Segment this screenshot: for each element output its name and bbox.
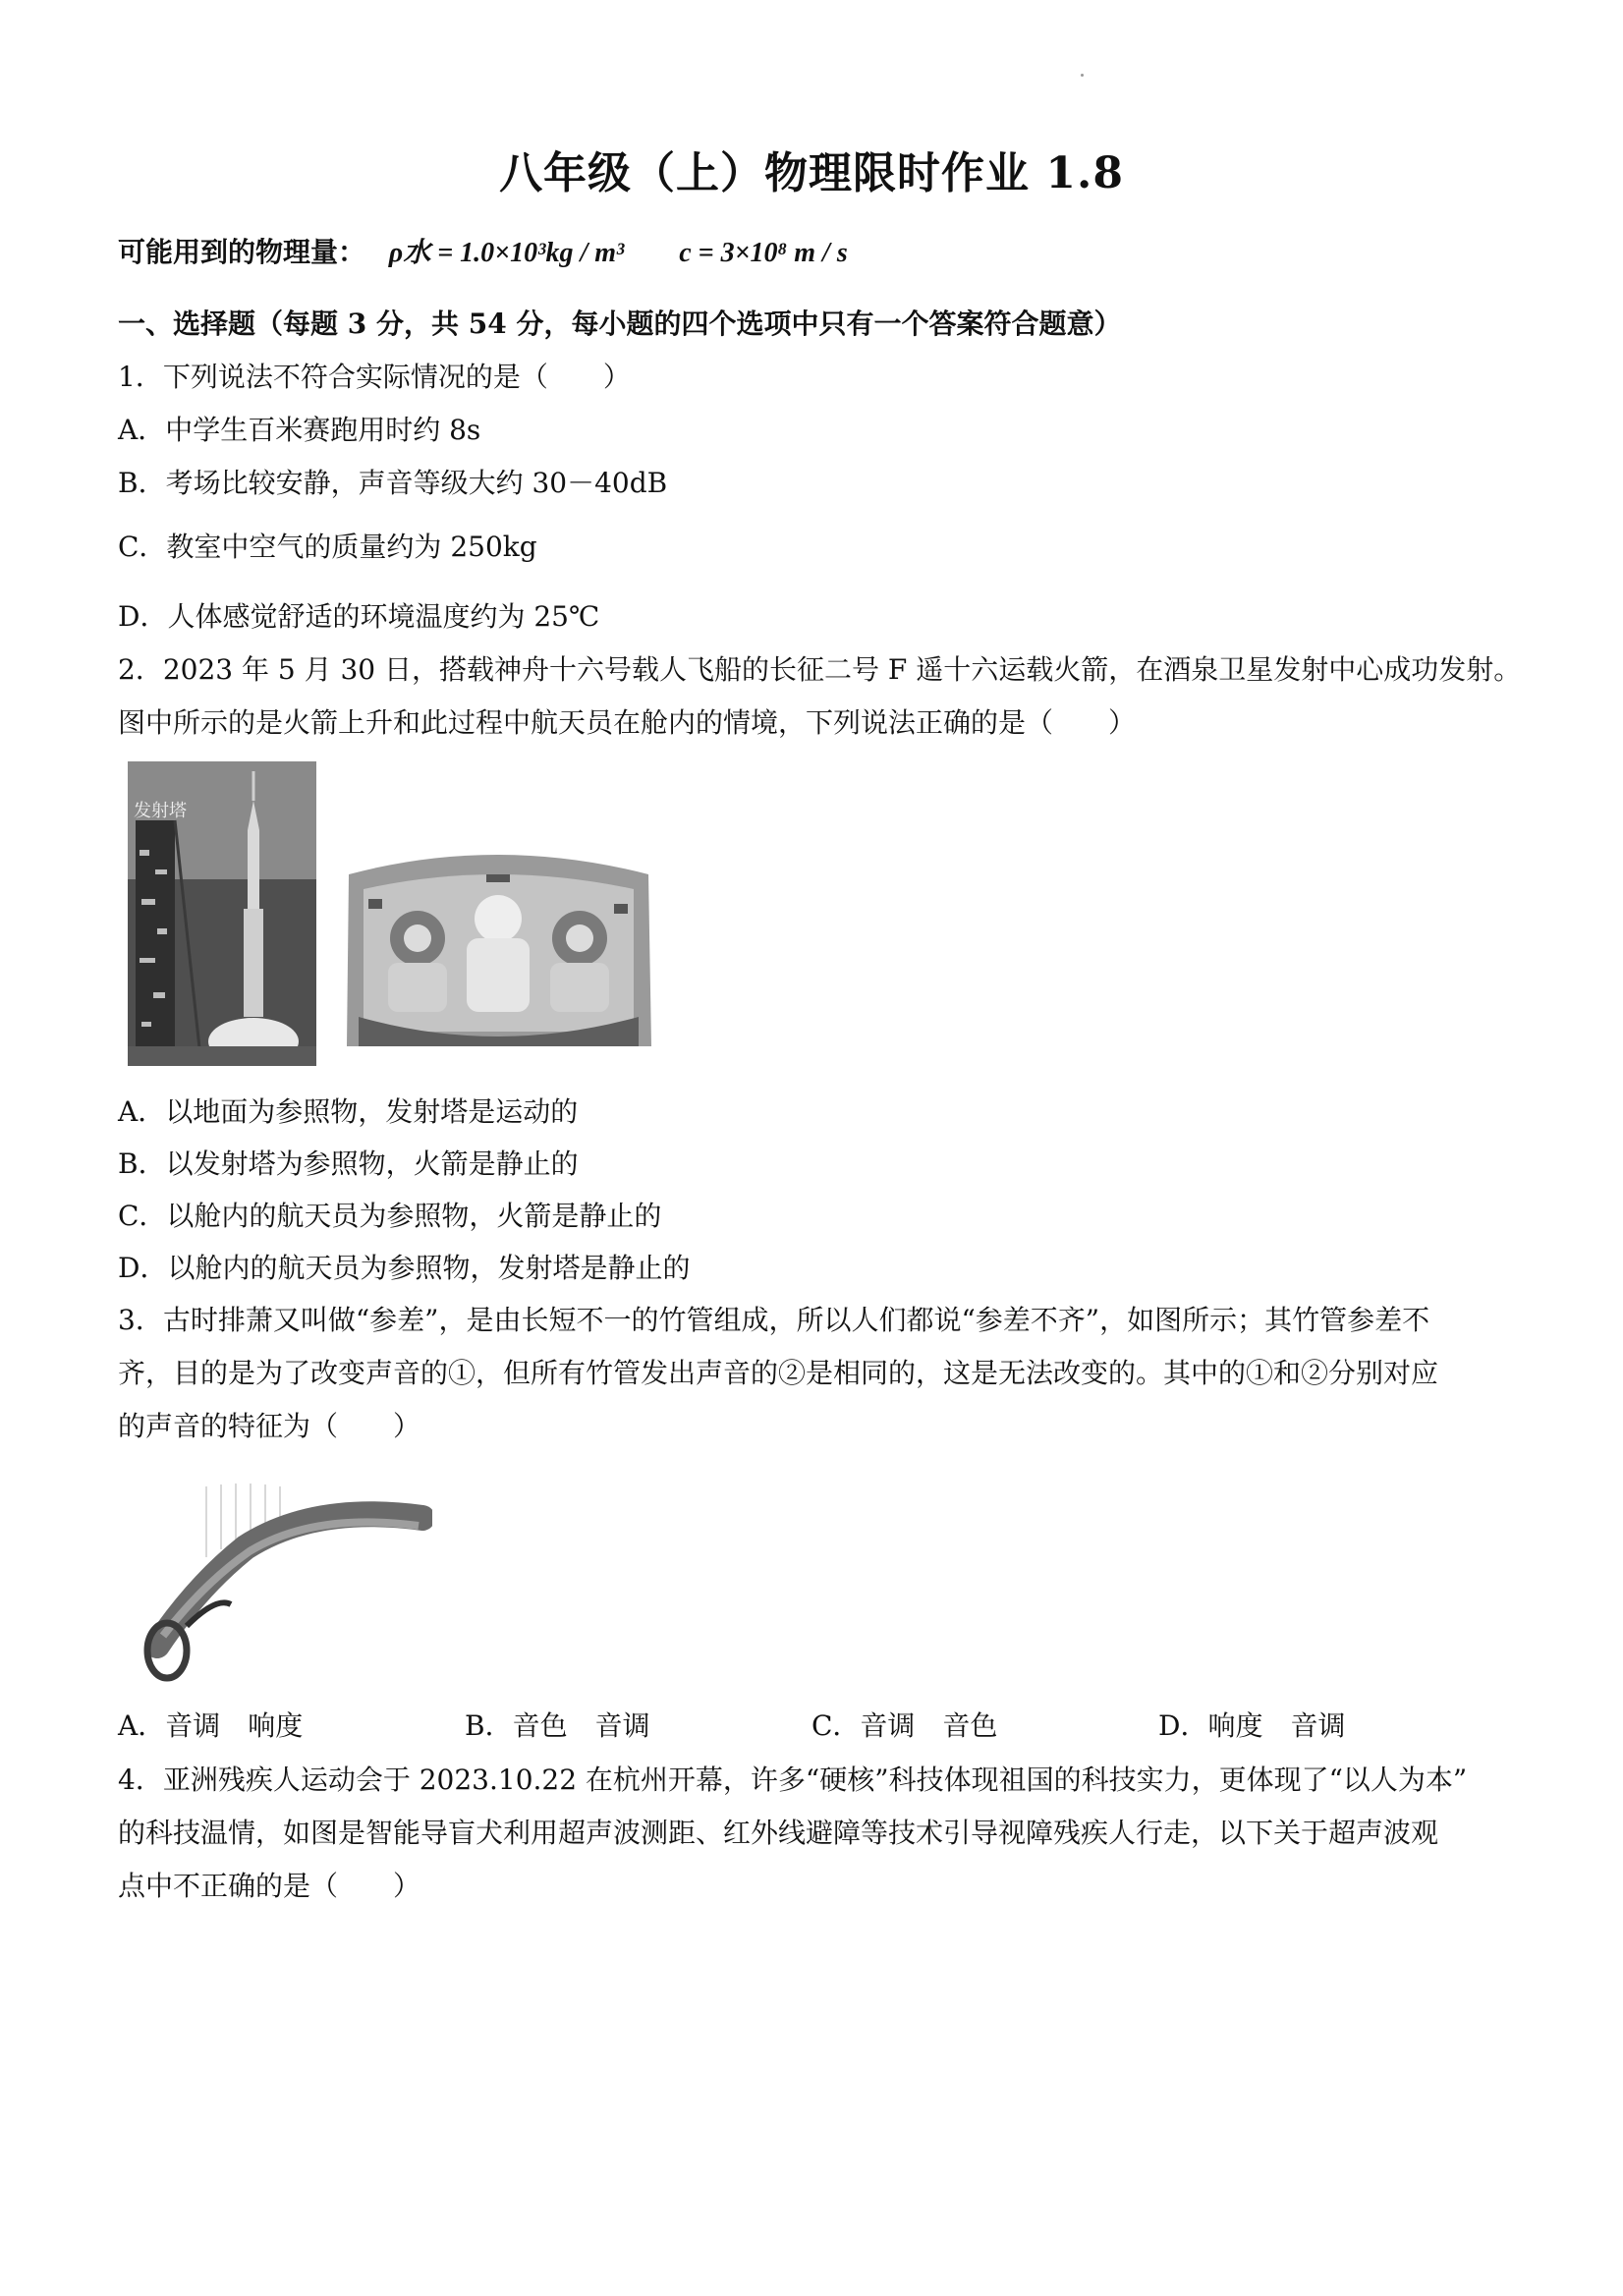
q3-option-c: C．音调 音色	[812, 1709, 998, 1742]
q4-stem-line2: 的科技温情，如图是智能导盲犬利用超声波测距、红外线避障等技术引导视障残疾人行走，以下关于超声波观	[118, 1817, 1439, 1849]
q3-stem-line3: 的声音的特征为（ ）	[118, 1410, 421, 1442]
q1-option-b: B．考场比较安静，声音等级大约 30－40dB	[118, 467, 668, 499]
q2-stem-line1: 2．2023 年 5 月 30 日，搭载神舟十六号载人飞船的长征二号 F 遥十六运载火箭，在酒泉卫星发射中心成功发射。	[118, 653, 1522, 686]
q3-option-b: B．音色 音调	[465, 1709, 650, 1742]
q1-option-d: D．人体感觉舒适的环境温度约为 25℃	[118, 600, 600, 633]
q4-stem-line1: 4．亚洲残疾人运动会于 2023.10.22 在杭州开幕，许多“硬核”科技体现祖国的科技实力，更体现了“以人为本”	[118, 1764, 1468, 1796]
q2-option-a: A．以地面为参照物，发射塔是运动的	[118, 1095, 579, 1128]
page-title: 八年级（上）物理限时作业 1.8	[499, 148, 1124, 198]
tower-label: 发射塔	[134, 801, 187, 821]
constants-line	[118, 231, 848, 270]
q3-stem-line2: 齐，目的是为了改变声音的①，但所有竹管发出声音的②是相同的，这是无法改变的。其中的①和②分别对应	[118, 1357, 1439, 1389]
q3-option-d: D．响度 音调	[1158, 1709, 1346, 1742]
q3-options-row	[118, 1705, 1493, 1744]
q2-option-c: C．以舱内的航天员为参照物，火箭是静止的	[118, 1200, 662, 1232]
q1-stem: 1．下列说法不符合实际情况的是（ ）	[118, 361, 631, 393]
pan-flute-photo	[128, 1479, 432, 1685]
scan-speck	[1081, 74, 1084, 77]
water-density: ρ水 = 1.0×10³kg / m³	[388, 238, 625, 268]
q1-option-c: C．教室中空气的质量约为 250kg	[118, 531, 537, 563]
q4-stem-line3: 点中不正确的是（ ）	[118, 1870, 421, 1902]
q3-stem-line1: 3．古时排萧又叫做“参差”，是由长短不一的竹管组成，所以人们都说“参差不齐”，如图所示；其竹管参差不	[118, 1304, 1430, 1336]
q2-option-b: B．以发射塔为参照物，火箭是静止的	[118, 1148, 579, 1180]
rocket-launch-photo	[128, 761, 316, 1066]
q1-option-a: A．中学生百米赛跑用时约 8s	[118, 414, 481, 446]
q2-stem-line2: 图中所示的是火箭上升和此过程中航天员在舱内的情境，下列说法正确的是（ ）	[118, 706, 1137, 739]
astronauts-cabin-photo	[339, 845, 658, 1061]
q3-option-a: A．音调 响度	[118, 1709, 304, 1742]
q2-option-d: D．以舱内的航天员为参照物，发射塔是静止的	[118, 1252, 691, 1284]
section-heading: 一、选择题（每题 3 分，共 54 分，每小题的四个选项中只有一个答案符合题意）	[118, 308, 1122, 340]
light-speed: c = 3×10⁸ m / s	[679, 238, 848, 268]
constants-label: 可能用到的物理量：	[118, 236, 366, 268]
